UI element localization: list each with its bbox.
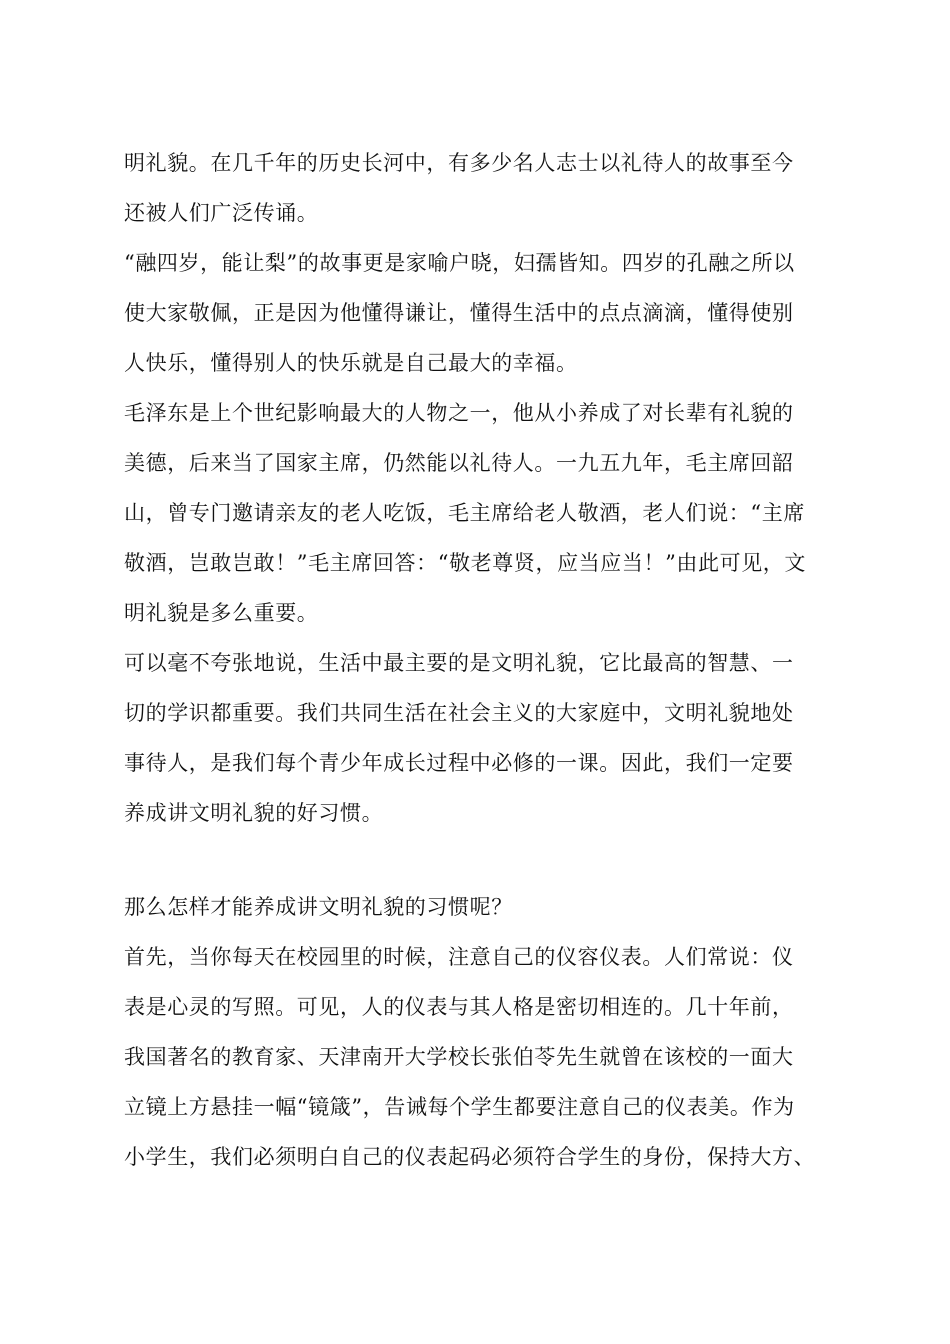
text-line: 表是心灵的写照。可见，人的仪表与其人格是密切相连的。几十年前， — [124, 995, 794, 1019]
text-line: 切的学识都重要。我们共同生活在社会主义的大家庭中，文明礼貌地处 — [124, 701, 794, 725]
text-line: 美德，后来当了国家主席，仍然能以礼待人。一九五九年，毛主席回韶 — [124, 451, 794, 475]
text-line: 人快乐，懂得别人的快乐就是自己最大的幸福。 — [124, 351, 578, 375]
text-line: 我国著名的教育家、天津南开大学校长张伯苓先生就曾在该校的一面大 — [124, 1045, 794, 1069]
text-line: 立镜上方悬挂一幅“镜箴”，告诫每个学生都要注意自己的仪表美。作为 — [124, 1095, 795, 1119]
document-page — [124, 138, 836, 1182]
text-line: 那么怎样才能养成讲文明礼貌的习惯呢？ — [124, 895, 513, 919]
text-line: 明礼貌是多么重要。 — [124, 601, 319, 625]
text-line: 小学生，我们必须明白自己的仪表起码必须符合学生的身份，保持大方、 — [124, 1145, 816, 1169]
text-line: 养成讲文明礼貌的好习惯。 — [124, 801, 384, 825]
text-line: 还被人们广泛传诵。 — [124, 201, 319, 225]
text-line: 山，曾专门邀请亲友的老人吃饭，毛主席给老人敬酒，老人们说：“主席 — [124, 501, 805, 525]
text-line: 事待人，是我们每个青少年成长过程中必修的一课。因此，我们一定要 — [124, 751, 794, 775]
text-line: 毛泽东是上个世纪影响最大的人物之一，他从小养成了对长辈有礼貌的 — [124, 401, 794, 425]
text-line: 可以毫不夸张地说，生活中最主要的是文明礼貌，它比最高的智慧、一 — [124, 651, 794, 675]
text-line: 明礼貌。在几千年的历史长河中，有多少名人志士以礼待人的故事至今 — [124, 151, 794, 175]
paragraph-gap — [124, 838, 836, 882]
text-line: 使大家敬佩，正是因为他懂得谦让，懂得生活中的点点滴滴，懂得使别 — [124, 301, 794, 325]
text-line: 首先，当你每天在校园里的时候，注意自己的仪容仪表。人们常说：仪 — [124, 945, 794, 969]
text-line: 敬酒，岂敢岂敢！”毛主席回答：“敬老尊贤，应当应当！”由此可见，文 — [124, 551, 807, 575]
text-line: “融四岁，能让梨”的故事更是家喻户晓，妇孺皆知。四岁的孔融之所以 — [124, 251, 795, 275]
